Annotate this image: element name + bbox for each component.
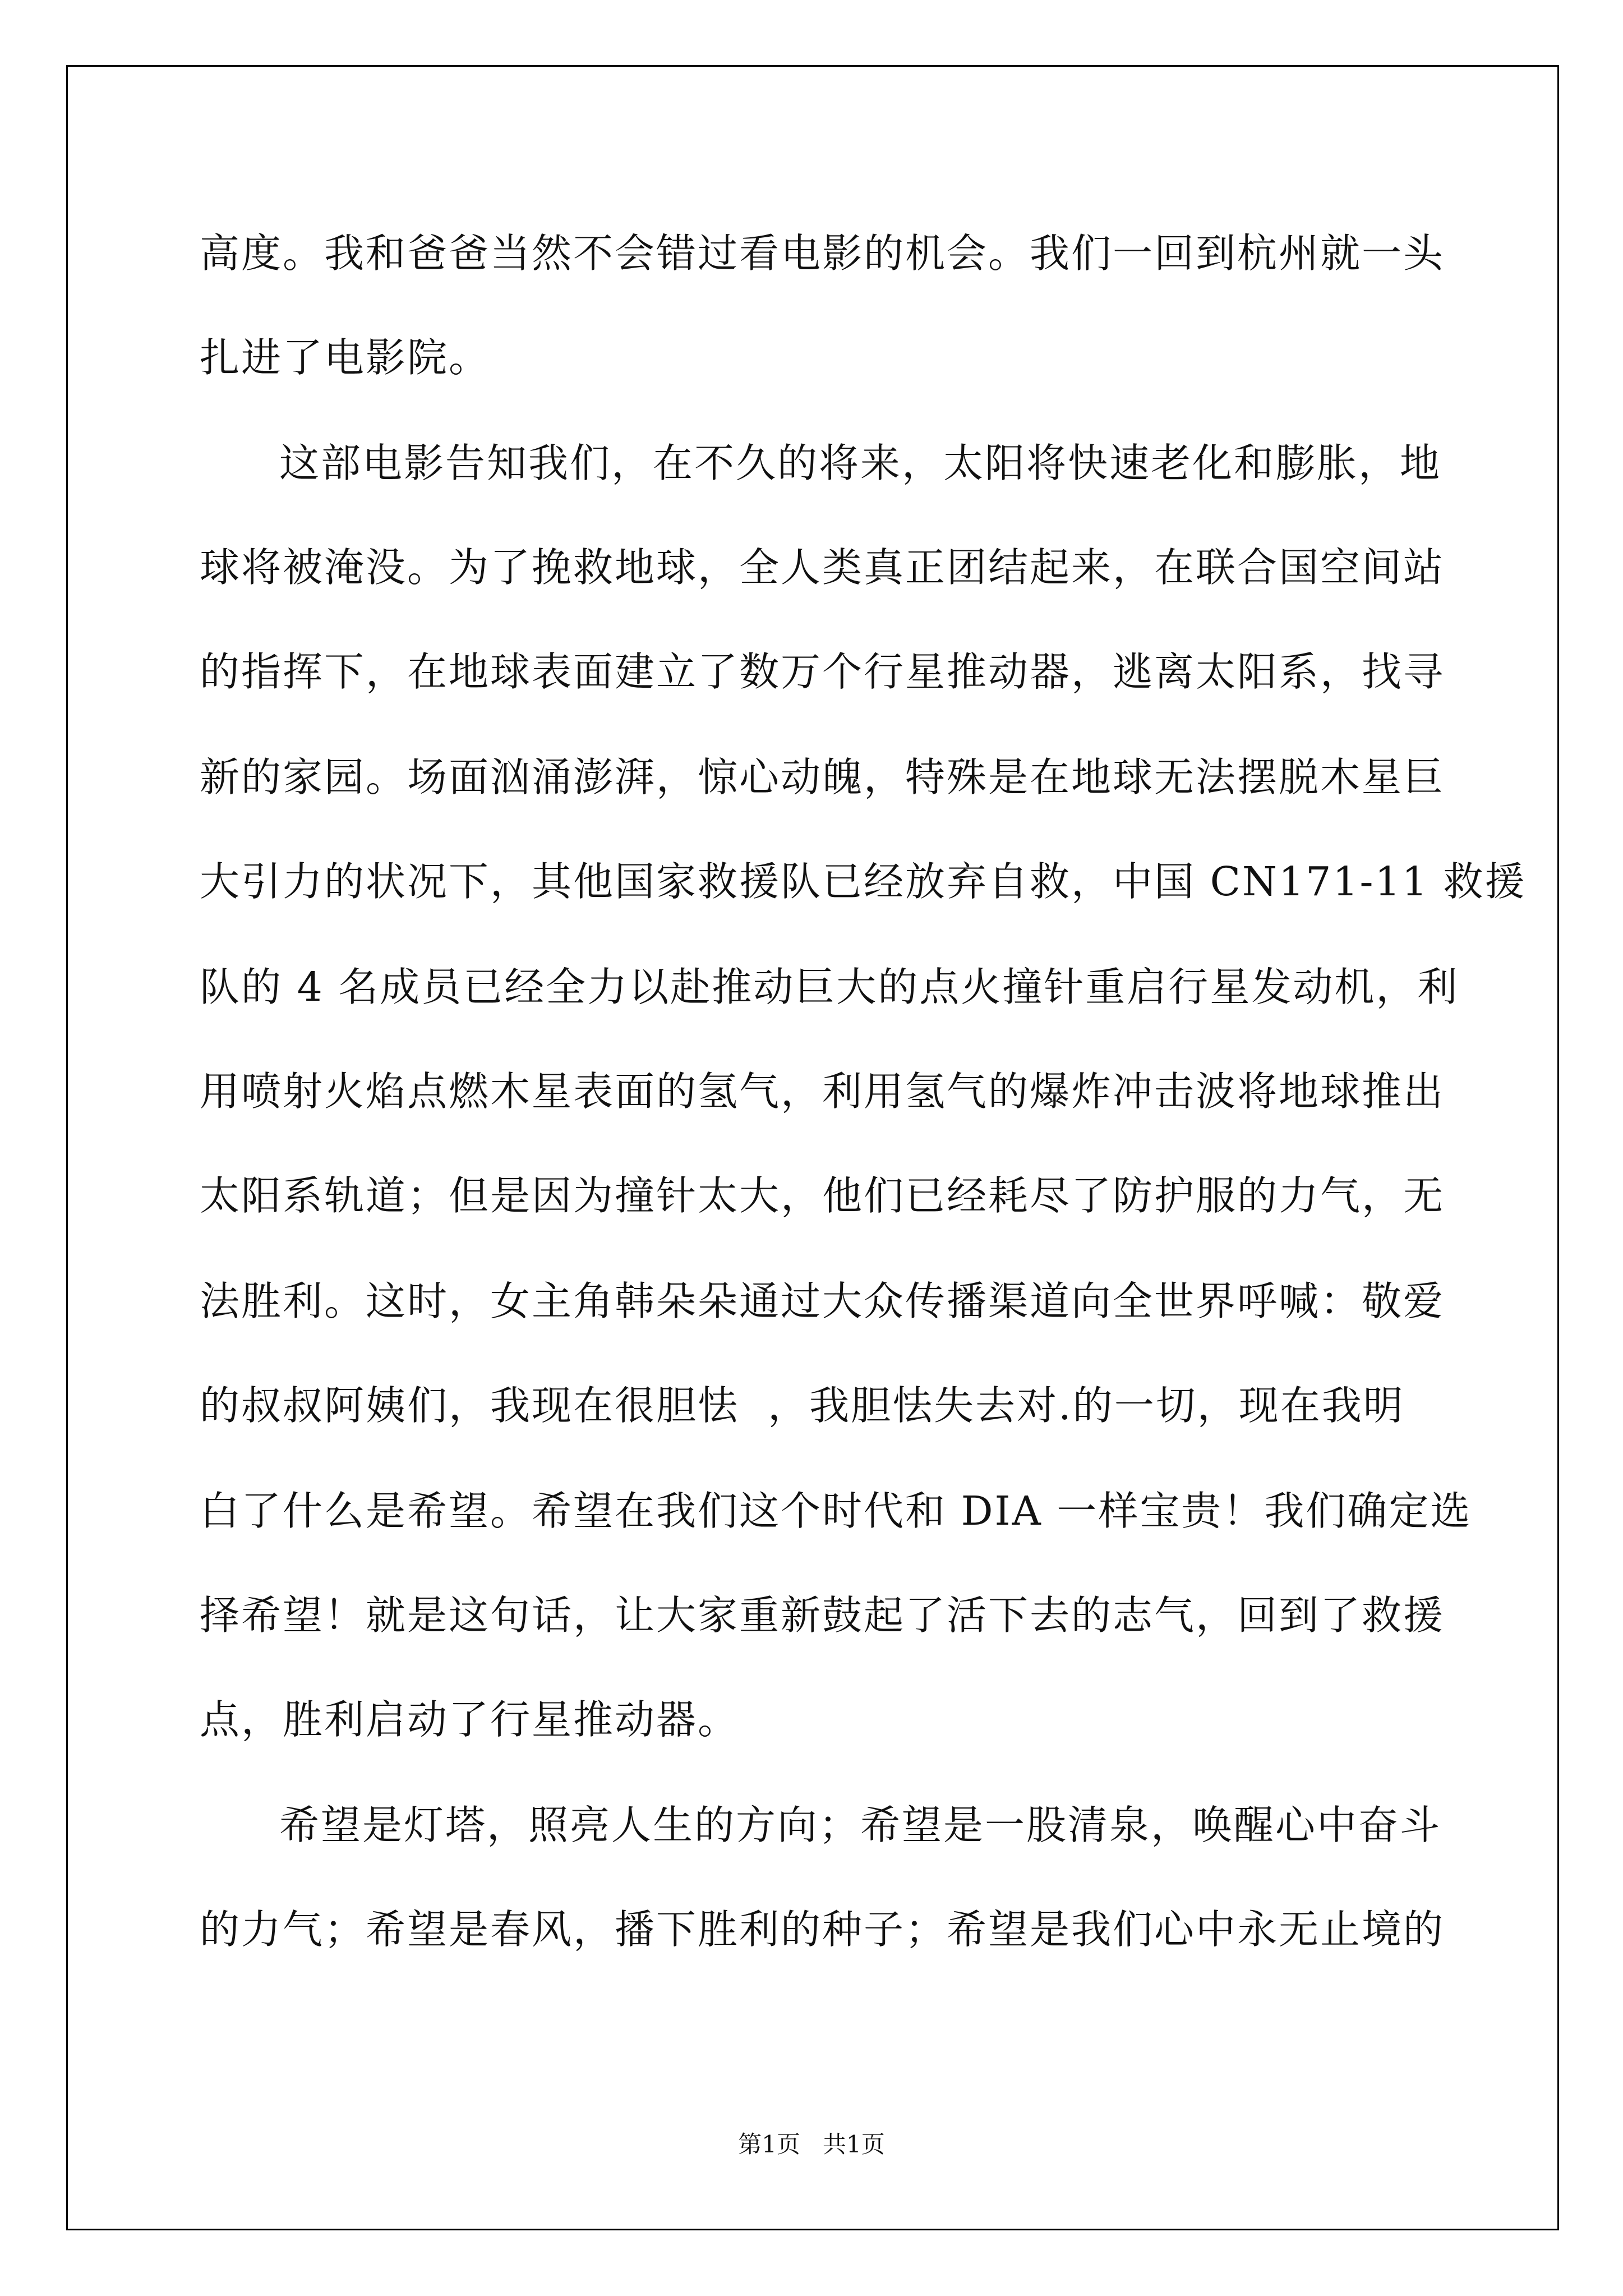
page-border [66,65,1559,2230]
text-line: 高度。我和爸爸当然不会错过看电影的机会。我们一回到杭州就一头 [200,230,1445,277]
text-line: 太阳系轨道；但是因为撞针太大，他们已经耗尽了防护服的力气，无 [200,1172,1445,1219]
text-line: 球将被淹没。为了挽救地球，全人类真正团结起来，在联合国空间站 [200,544,1445,591]
text-line: 这部电影告知我们，在不久的将来，太阳将快速老化和膨胀，地 [279,440,1442,486]
text-line: 扎进了电影院。 [200,334,491,381]
text-line: 择希望！就是这句话，让大家重新鼓起了活下去的志气，回到了救援 [200,1592,1445,1639]
text-line: 的叔叔阿姨们，我现在很胆怯 ，我胆怯失去对.的一切，现在我明 [200,1382,1405,1429]
text-line: 大引力的状况下，其他国家救援队已经放弃自救，中国 CN171-11 救援 [200,858,1527,905]
text-line: 希望是灯塔，照亮人生的方向；希望是一股清泉，唤醒心中奋斗 [279,1802,1442,1848]
text-line: 队的 4 名成员已经全力以赴推动巨大的点火撞针重启行星发动机，利 [200,964,1459,1010]
text-line: 新的家园。场面汹涌澎湃，惊心动魄，特殊是在地球无法摆脱木星巨 [200,754,1445,800]
text-line: 用喷射火焰点燃木星表面的氢气，利用氢气的爆炸冲击波将地球推出 [200,1068,1445,1115]
text-line: 的指挥下，在地球表面建立了数万个行星推动器，逃离太阳系，找寻 [200,648,1445,695]
text-line: 的力气；希望是春风，播下胜利的种子；希望是我们心中永无止境的 [200,1906,1445,1953]
text-line: 白了什么是希望。希望在我们这个时代和 DIA 一样宝贵！我们确定选 [200,1488,1472,1534]
text-line: 法胜利。这时，女主角韩朵朵通过大众传播渠道向全世界呼喊：敬爱 [200,1278,1445,1324]
text-line: 点，胜利启动了行星推动器。 [200,1696,740,1743]
page-number-footer: 第1页 共1页 [738,2131,885,2158]
